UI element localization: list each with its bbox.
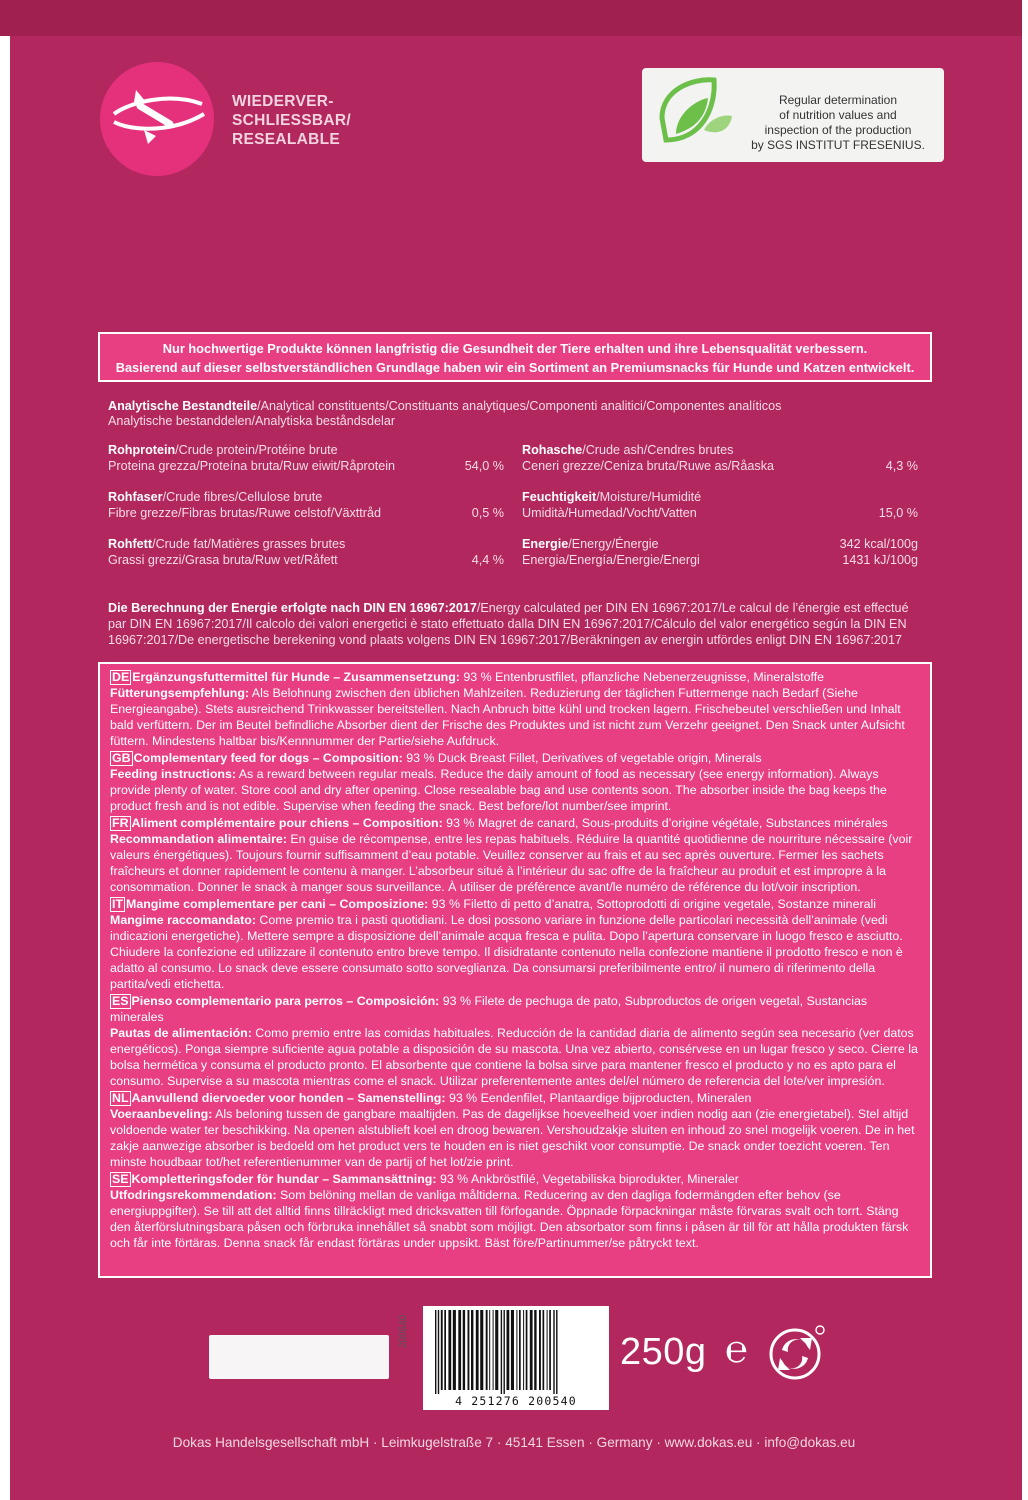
barcode-bar	[539, 1310, 541, 1390]
composition-title: Pienso complementario para perros – Composición:	[131, 994, 440, 1008]
resealable-icon	[100, 62, 214, 176]
nutrient-label-line-2: Proteina grezza/Proteína bruta/Ruw eiwit/Råprotein	[108, 459, 396, 473]
nutrient-value: 4,4 %	[471, 553, 504, 567]
intro-line-2: Basierend auf dieser selbstverständlichen Grundlage haben wir ein Sortiment an Premiumsnacks für Hunde und Katzen entwickelt.	[115, 360, 915, 375]
nutrient-label-line-2: Fibre grezze/Fibras brutas/Ruwe celstof/Växttråd	[108, 506, 381, 520]
resealable-line-3: RESEALABLE	[232, 131, 341, 148]
barcode-bar	[448, 1310, 451, 1390]
feeding-label: Fütterungsempfehlung:	[110, 686, 250, 700]
language-code: ES	[112, 994, 129, 1008]
language-block-gb	[110, 750, 922, 814]
nutrient-label-line-2: Grassi grezzi/Grasa bruta/Ruw vet/Råfett	[108, 553, 338, 567]
sgs-line-4: by SGS INSTITUT FRESENIUS.	[751, 138, 925, 152]
language-block-fr	[110, 815, 922, 895]
feeding-text: En guise de récompense, entre les repas habituels. Réduire la quantité quotidienne de nourriture nécessaire (voir valeurs énergétiques). Toujours fournir suffisamment d’eau potable. Veuillez conserver au frais et au sec après ouverture. Fermer les sachets fraîcheurs et donner rapidement le contenu à manger. L’absorbeur situé à l’intérieur du sac offre de la fraîcheur au produit et est impropre à la consommation. Donner le snack à manger sous surveillance. À utiliser de préférence avant/le numéro de référence du lot/voir inscription.	[110, 832, 913, 894]
composition-title: Mangime complementare per cani – Composizione:	[126, 897, 429, 911]
intro-line-1: Nur hochwertige Produkte können langfristig die Gesundheit der Tiere erhalten und ihre Lebensqualität verbessern.	[162, 341, 868, 356]
sgs-line-2: of nutrition values and	[779, 108, 897, 122]
composition-title: Ergänzungsfuttermittel für Hunde – Zusammensetzung:	[132, 670, 460, 684]
barcode-bar	[519, 1310, 521, 1390]
composition-text: 93 % Entenbrustfilet, pflanzliche Nebenerzeugnisse, Mineralstoffe	[459, 670, 825, 684]
language-code: GB	[112, 751, 131, 765]
barcode-bar	[480, 1310, 483, 1390]
nutrient-value: 0,5 %	[471, 506, 504, 520]
composition-text: 93 % Eendenfilet, Plantaardige bijproducten, Mineralen	[445, 1091, 752, 1105]
barcode-bar	[504, 1310, 505, 1394]
nutrient-energy	[522, 536, 918, 568]
nutrient-value-kcal: 342 kcal/100g	[839, 537, 918, 551]
nutrient-label-rest: /Energy/Énergie	[568, 537, 659, 551]
resealable-label	[232, 92, 351, 149]
nutrient-label-rest: /Crude protein/Protéine brute	[175, 443, 338, 457]
nutrient-label-rest: /Crude fibres/Cellulose brute	[162, 490, 323, 504]
top-seal-band	[0, 0, 1028, 36]
barcode-bar	[471, 1310, 473, 1390]
leaf-icon	[652, 70, 736, 165]
nutrient-value: 54,0 %	[464, 459, 504, 473]
language-block-se	[110, 1171, 922, 1251]
feeding-label: Voeraanbeveling:	[110, 1107, 213, 1121]
nutrient-crude-fibres	[108, 489, 504, 521]
nutrient-crude-fat	[108, 536, 504, 568]
barcode-digits: 4 251276 200540	[455, 1394, 577, 1408]
nutrient-crude-ash	[522, 442, 918, 474]
composition-title: Kompletteringsfoder för hundar – Sammansättning:	[131, 1172, 437, 1186]
net-weight: 250g	[620, 1331, 707, 1373]
barcode-bar	[516, 1310, 517, 1390]
recycle-icon	[768, 1324, 826, 1387]
estimated-sign: ℮	[725, 1329, 748, 1371]
feeding-text: As a reward between regular meals. Reduce the daily amount of food as necessary (see energy information). Always provide plenty of water. Store cool and dry after opening. Close resealable bag and use contents soon. The absorber inside the bag keeps the product fresh and is not edible. Supervise when feeding the snack. Best before/lot number/see imprint.	[110, 767, 887, 813]
sgs-line-3: inspection of the production	[764, 123, 912, 137]
composition-title: Aliment complémentaire pour chiens – Composition:	[131, 816, 443, 830]
barcode-bar	[495, 1310, 498, 1390]
analytics-title-bold: Analytische Bestandteile	[108, 399, 258, 413]
nutrient-label-rest: /Crude ash/Cendres brutes	[582, 443, 734, 457]
language-block-nl	[110, 1090, 922, 1170]
composition-text: 93 % Duck Breast Fillet, Derivatives of vegetable origin, Minerals	[402, 751, 762, 765]
composition-title: Complementary feed for dogs – Composition:	[133, 751, 403, 765]
composition-text: 93 % Ankbröstfilé, Vegetabiliska biprodukter, Mineraler	[436, 1172, 739, 1186]
feeding-label: Mangime raccomandato:	[110, 913, 256, 927]
barcode-bar	[463, 1310, 465, 1390]
energy-calculation-note	[108, 600, 928, 648]
composition-text: 93 % Magret de canard, Sous-produits d’origine végétale, Substances minérales	[442, 816, 888, 830]
feeding-text: Come premio tra i pasti quotidiani. Le dosi possono variare in funzione delle particolari necessità dell’animale (vedi indicazioni energetiche). Mettere sempre a disposizione dell’animale acqua fresca e pulita. Dopo l’apertura conservare in luogo fresco e asciutto. Chiudere la confezione ed utilizzare il contenuto entro breve tempo. Il disidratante contenuto nella confezione mantiene il prodotto fresco e non è adatto al consumo. Lo snack deve essere consumato sotto sorveglianza. Da consumarsi preferibilmente entro/ il numero di riferimento della partita/vedi etichetta.	[110, 913, 903, 991]
feeding-label: Pautas de alimentación:	[110, 1026, 252, 1040]
composition-box	[98, 662, 932, 1278]
nutrient-value: 15,0 %	[878, 506, 918, 520]
barcode-bar	[493, 1310, 494, 1390]
feeding-text: Als beloning tussen de gangbare maaltijden. Pas de dagelijkse hoeveelheid voer indien nodig aan (zie energietabel). Stel altijd voldoende water ter beschikking. Na openen alstublieft koel en droog bewaren. Vershoudzakje sluiten en inhoud zo snel mogelijk voeren. De in het zakje aanwezige absorber is bedoeld om het product vers te houden en is niet geschikt voor consumptie. De snack onder toezicht voeren. Ten minste houdbaar tot/het referentienummer van de partij of het lot/zie print.	[110, 1107, 915, 1169]
composition-title: Aanvullend diervoeder voor honden – Samenstelling:	[131, 1091, 446, 1105]
feeding-label: Feeding instructions:	[110, 767, 236, 781]
analytics-title-line-2: Analytische bestanddelen/Analytiska beståndsdelar	[108, 414, 396, 428]
sgs-text	[738, 93, 938, 153]
barcode-bar	[435, 1310, 436, 1394]
lot-number-box	[209, 1335, 389, 1379]
product-code: 200540	[398, 1314, 409, 1348]
nutrient-moisture	[522, 489, 918, 521]
barcode-bar	[501, 1310, 502, 1394]
feeding-label: Recommandation alimentaire:	[110, 832, 287, 846]
language-block-de	[110, 669, 922, 749]
barcode-bar	[556, 1310, 557, 1394]
barcode-bar	[549, 1310, 551, 1390]
composition-text: 93 % Filete de pechuga de pato, Subproductos de origen vegetal, Sustancias minerales	[110, 994, 868, 1024]
nutrient-label: Rohfett	[108, 537, 153, 551]
nutrient-label-line-2: Umidità/Humedad/Vocht/Vatten	[522, 506, 697, 520]
nutrient-label: Feuchtigkeit	[522, 490, 597, 504]
nutrient-label: Rohasche	[522, 443, 583, 457]
nutrient-label: Rohfaser	[108, 490, 163, 504]
language-code: DE	[112, 670, 130, 684]
energy-note-rest: /Energy calculated per DIN EN 16967:2017/Le calcul de l’énergie est effectué par DIN EN 16967:2017/Il calcolo dei valori energetici è stato effettuato dalla DIN EN 16967:2017/Cálculo del valor energético según la DIN EN 16967:2017/De energetische berekening vond plaats volgens DIN EN 16967:2017/Beräkningen av energin utfördes enligt DIN EN 16967:2017	[108, 601, 909, 647]
language-block-es	[110, 993, 922, 1089]
nutrient-value-kj: 1431 kJ/100g	[842, 553, 918, 567]
barcode-bar	[526, 1310, 528, 1390]
barcode-bars	[423, 1306, 609, 1394]
nutrient-label: Energie	[522, 537, 569, 551]
composition-text: 93 % Filetto di petto d’anatra, Sottoprodotti di origine vegetale, Sostanze minerali	[428, 897, 876, 911]
resealable-line-1: WIEDERVER-	[232, 93, 334, 110]
language-code: NL	[112, 1091, 129, 1105]
nutrient-value: 4,3 %	[885, 459, 918, 473]
barcode-bar	[444, 1310, 446, 1390]
analytics-title-rest: /Analytical constituents/Constituants analytiques/Componenti analitici/Componentes analíticos	[257, 399, 782, 413]
nutrient-label: Rohprotein	[108, 443, 176, 457]
feeding-text: Som belöning mellan de vanliga måltiderna. Reducering av den dagliga fodermängden efter behov (se energiuppgifter). Se till att det alltid finns tillräckligt med dricksvatten till förfogande. Öppnade förpackningar måste förvaras svalt och torrt. Stäng den återförslutningsbara påsen och förbruka innehållet så snabbt som möjligt. Den absorbator som finns i påsen är till för att hålla produkten färsk och får inte förtäras. Denna snack får endast förtäras under uppsikt. Bäst före/Partinummer/se påtryckt text.	[110, 1188, 909, 1250]
barcode-bar	[468, 1310, 470, 1390]
barcode-bar	[453, 1310, 456, 1390]
feeding-text: Como premio entre las comidas habituales. Reducción de la cantidad diaria de alimento según sea necesario (ver datos energéticos). Ponga siempre suficiente agua potable a disposición de su mascota. Una vez abierto, consérvese en un lugar fresco y seco. Cierre la bolsa hermética y consuma el producto pronto. El absorbente que contiene la bolsa sirve para mantener fresco el producto y no es apto para el consumo. Supervise a su mascota mientras come el snack. Utilizar preferentemente antes del/el número de referencia del lote/ver impresión.	[110, 1026, 918, 1088]
intro-box	[98, 332, 932, 382]
barcode-bar	[486, 1310, 488, 1390]
feeding-text: Als Belohnung zwischen den üblichen Mahlzeiten. Reduzierung der täglichen Futtermenge nach Bedarf (Siehe Energieangabe). Stets ausreichend Trinkwasser bereitstellen. Nach Anbruch bitte kühl und trocken lagern. Frischebeutel verschließen und Inhalt bald verfüttern. Der im Beutel befindliche Absorber dient der Frische des Produktes und ist nicht zum Verzehr geeignet. Den Snack unter Aufsicht füttern. Mindestens haltbar bis/Kennnummer der Partie/siehe Aufdruck.	[110, 686, 905, 748]
sgs-line-1: Regular determination	[778, 93, 898, 107]
nutrient-crude-protein	[108, 442, 504, 474]
barcode	[423, 1306, 609, 1410]
nutrient-label-line-2: Energia/Energía/Energie/Energi	[522, 553, 700, 567]
barcode-bar	[534, 1310, 536, 1390]
language-code: SE	[112, 1172, 129, 1186]
feeding-label: Utfodringsrekommendation:	[110, 1188, 277, 1202]
barcode-bar	[543, 1310, 545, 1390]
barcode-bar	[530, 1310, 533, 1390]
barcode-bar	[489, 1310, 490, 1390]
barcode-bar	[553, 1310, 554, 1394]
barcode-bar	[438, 1310, 439, 1394]
barcode-bar	[476, 1310, 479, 1390]
nutrient-label-line-2: Ceneri grezze/Ceniza bruta/Ruwe as/Råaska	[522, 459, 774, 473]
energy-note-bold: Die Berechnung der Energie erfolgte nach DIN EN 16967:2017	[108, 601, 477, 615]
company-footer: Dokas Handelsgesellschaft mbH · Leimkugelstraße 7 · 45141 Essen · Germany · www.dokas.eu · info@dokas.eu	[172, 1435, 856, 1450]
language-block-it	[110, 896, 922, 992]
barcode-bar	[458, 1310, 461, 1390]
barcode-bar	[441, 1310, 443, 1390]
nutrient-label-rest: /Crude fat/Matières grasses brutes	[152, 537, 346, 551]
barcode-bar	[507, 1310, 510, 1390]
language-code: FR	[112, 816, 129, 830]
barcode-bar	[523, 1310, 524, 1390]
resealable-line-2: SCHLIESSBAR/	[232, 112, 352, 129]
barcode-bar	[511, 1310, 514, 1390]
barcode-bar	[547, 1310, 548, 1390]
nutrient-label-rest: /Moisture/Humidité	[596, 490, 702, 504]
language-code: IT	[112, 897, 124, 911]
analytics-title	[108, 399, 928, 429]
